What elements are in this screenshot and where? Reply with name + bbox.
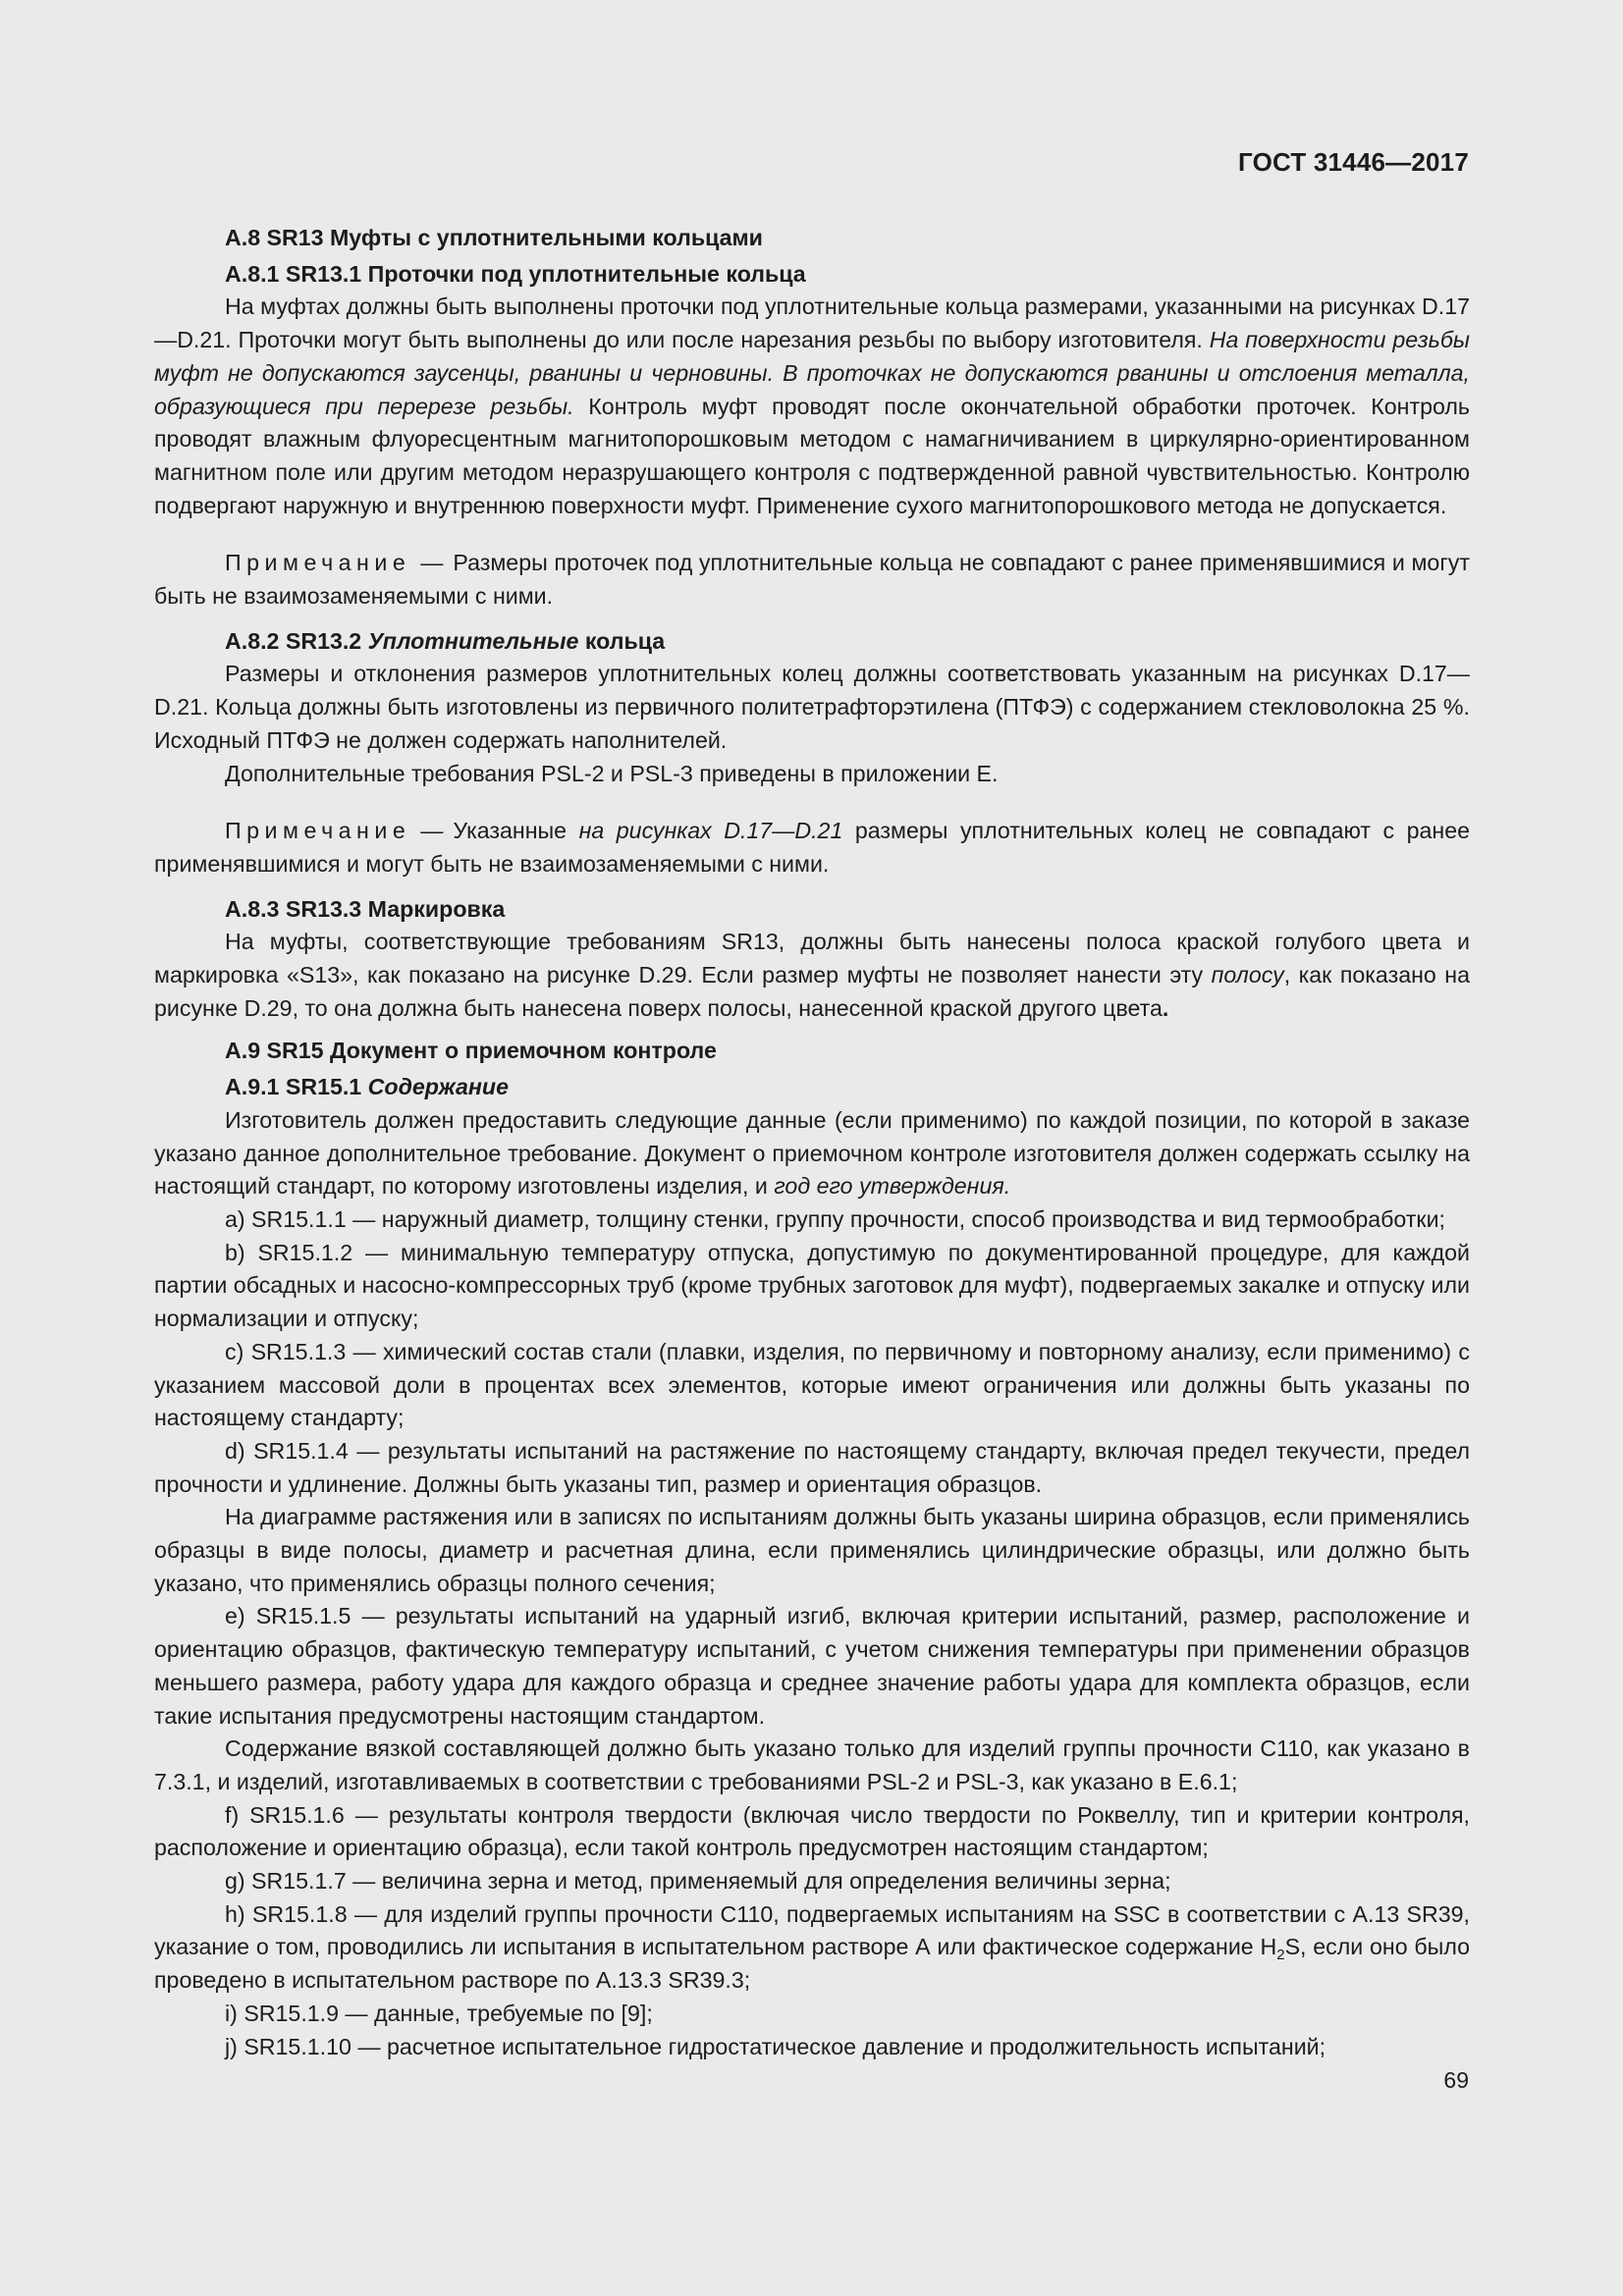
list-item-e-continuation: Содержание вязкой составляющей должно быть указано только для изделий группы прочности С110, как указано в 7.3.1, и изделий, изготавливаемых в соответствии с требованиями PSL-2 и PSL-3, как указано в Е.6.1; — [154, 1735, 1470, 1794]
list-item-d-continuation: На диаграмме растяжения или в записях по испытаниям должны быть указаны ширина образцов, если применялись образцы в виде полосы, диаметр и расчетная длина, если применялись цилиндрические образцы, или должно быть указано, что применялись образцы полного сечения; — [154, 1504, 1470, 1596]
section-a81-paragraph: На муфтах должны быть выполнены проточки под уплотнительные кольца размерами, указанными на рисунках D.17—D.21. Проточки могут быть выполнены до или после нарезания резьбы по выбору изготовителя. На поверхности резьбы муфт не допускаются заусенцы, рванины и черновины. В проточках не допускаются рванины и отслоения металла, образующиеся при перерезе резьбы. Контроль муфт проводят после окончательной обработки проточек. Контроль проводят влажным флуоресцентным магнитопорошковым методом с намагничиванием в циркулярно-ориентированном магнитном поле или другим методом неразрушающего контроля с подтвержденной равной чувствительностью. Контролю подвергают наружную и внутреннюю поверхности муфт. Применение сухого магнитопорошкового метода не допускается. — [154, 294, 1471, 518]
list-item-a: а) SR15.1.1 — наружный диаметр, толщину стенки, группу прочности, способ производства и вид термообработки; — [225, 1205, 1445, 1232]
list-item-h: h) SR15.1.8 — для изделий группы прочности С110, подвергаемых испытаниям на SSC в соответствии с А.13 SR39, указание о том, проводились ли испытания в испытательном растворе А или фактическое содержание $H_2S$, если оно было проведено в испытательном растворе по А.13.3 SR39.3; — [154, 1900, 1471, 1994]
list-item-c: c) SR15.1.3 — химический состав стали (плавки, изделия, по первичному и повторному анализу, если применимо) с указанием массовой доли в процентах всех элементов, которые имеют ограничения или должны быть указаны по настоящему стандарту; — [154, 1338, 1470, 1431]
section-a9-title: А.9 SR15 Документ о приемочном контроле — [225, 1038, 717, 1064]
note-label: Примечание — [225, 550, 411, 576]
list-item-j: j) SR15.1.10 — расчетное испытательное гидростатическое давление и продолжительность испытаний; — [225, 2033, 1326, 2059]
list-item-f: f) SR15.1.6 — результаты контроля твердости (включая число твердости по Роквеллу, тип и критерии контроля, расположение и ориентацию образца), если такой контроль предусмотрен настоящим стандартом; — [154, 1801, 1470, 1861]
section-a81-title: А.8.1 SR13.1 Проточки под уплотнительные кольца — [225, 260, 806, 287]
section-a82-title: А.8.2 SR13.2 Уплотнительные кольца — [225, 627, 666, 654]
note-label: Примечание — [225, 818, 411, 844]
section-a83-title: А.8.3 SR13.3 Маркировка — [225, 895, 506, 922]
page-number: 69 — [1443, 2067, 1469, 2093]
note-a81: Примечание — Размеры проточек под уплотнительные кольца не совпадают с ранее применявшимися и могут быть не взаимозаменяемыми с ними. — [154, 550, 1470, 610]
list-item-b: b) SR15.1.2 — минимальную температуру отпуска, допустимую по документированной процедуре, для каждой партии обсадных и насосно-компрессорных труб (кроме трубных заготовок для муфт), подвергаемых закалке и отпуску или нормализации и отпуску; — [154, 1239, 1470, 1332]
doc-header-code: ГОСТ 31446—2017 — [1238, 147, 1469, 177]
list-item-g: g) SR15.1.7 — величина зерна и метод, применяемый для определения величины зерна; — [225, 1868, 1171, 1895]
list-item-i: i) SR15.1.9 — данные, требуемые по [9]; — [225, 2000, 653, 2026]
section-a8-title: А.8 SR13 Муфты с уплотнительными кольцами — [225, 225, 763, 250]
document-body — [154, 222, 1470, 2063]
section-a82-paragraph-1: Размеры и отклонения размеров уплотнительных колец должны соответствовать указанным на рисунках D.17—D.21. Кольца должны быть изготовлены из первичного политетрафторэтилена (ПТФЭ) с содержанием стекловолокна 25 %. Исходный ПТФЭ не должен содержать наполнителей. — [154, 661, 1470, 753]
section-a83-paragraph: На муфты, соответствующие требованиям SR13, должны быть нанесены полоса краской голубого цвета и маркировка «S13», как показано на рисунке D.29. Если размер муфты не позволяет нанести эту полосу, как показано на рисунке D.29, то она должна быть нанесена поверх полосы, нанесенной краской другого цвета. — [154, 929, 1470, 1021]
note-a82: Примечание — Указанные на рисунках D.17—D.21 размеры уплотнительных колец не совпадают с ранее применявшимися и могут быть не взаимозаменяемыми с ними. — [154, 818, 1471, 877]
section-a91-paragraph: Изготовитель должен предоставить следующие данные (если применимо) по каждой позиции, по которой в заказе указано данное дополнительное требование. Документ о приемочном контроле изготовителя должен содержать ссылку на настоящий стандарт, по которому изготовлены изделия, и год его утверждения. — [154, 1106, 1470, 1200]
section-a82-paragraph-2: Дополнительные требования PSL-2 и PSL-3 приведены в приложении Е. — [225, 760, 999, 786]
section-a91-title: А.9.1 SR15.1 Содержание — [225, 1074, 509, 1100]
list-item-d: d) SR15.1.4 — результаты испытаний на растяжение по настоящему стандарту, включая предел текучести, предел прочности и удлинение. Должны быть указаны тип, размер и ориентация образцов. — [154, 1437, 1470, 1497]
list-item-e: е) SR15.1.5 — результаты испытаний на ударный изгиб, включая критерии испытаний, размер, расположение и ориентацию образцов, фактическую температуру испытаний, с учетом снижения температуры при применении образцов меньшего размера, работу удара для каждого образца и среднее значение работы удара для комплекта образцов, если такие испытания предусмотрены настоящим стандартом. — [154, 1603, 1470, 1729]
